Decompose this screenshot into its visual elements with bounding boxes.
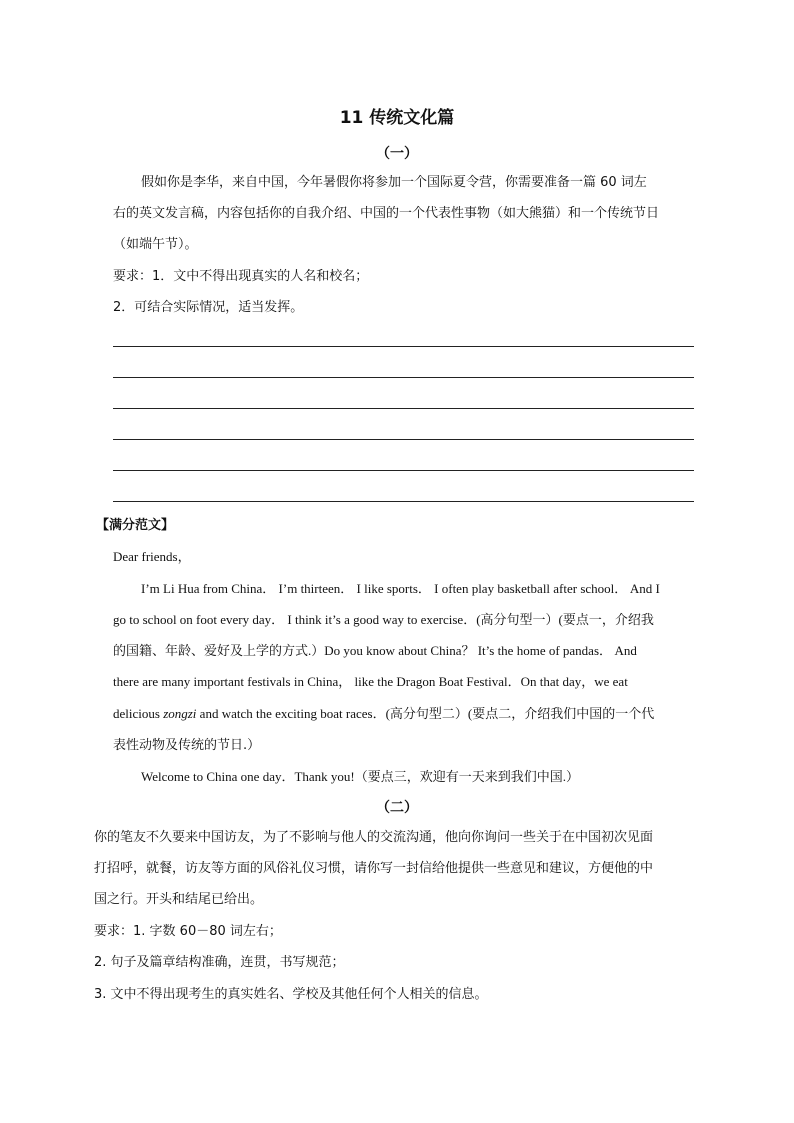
page-title: 11 传统文化篇 xyxy=(339,108,455,128)
sample-label: 【满分范文】 xyxy=(96,518,175,533)
answer-line xyxy=(113,408,694,409)
part1-prompt-line-3: （如端午节）。 xyxy=(113,237,198,252)
sample-line-6: 表性动物及传统的节日.） xyxy=(113,738,261,753)
sample-line-5-pre: delicious xyxy=(113,706,164,721)
part2-prompt-line-2: 打招呼，就餐，访友等方面的风俗礼仪习惯，请你写一封信给他提供一些意见和建议，方便他的中 xyxy=(94,861,654,876)
sample-line-4: there are many important festivals in China， like the Dragon Boat Festival．On that day，we eat xyxy=(113,674,628,689)
sample-greeting: Dear friends， xyxy=(113,549,191,564)
part1-requirement-2: 2．可结合实际情况，适当发挥。 xyxy=(113,300,304,315)
sample-line-1: I’m Li Hua from China． I’m thirteen． I like sports． I often play basketball after school． And I xyxy=(141,581,660,596)
part2-heading: （二） xyxy=(376,800,418,816)
answer-line xyxy=(113,439,694,440)
sample-line-5-post: and watch the exciting boat races．(高分句型二）(要点二，介绍我们中国的一个代 xyxy=(196,706,655,721)
part2-prompt-line-1: 你的笔友不久要来中国访友，为了不影响与他人的交流沟通，他向你询问一些关于在中国初次见面 xyxy=(94,830,654,845)
sample-line-5 xyxy=(113,704,654,724)
answer-line xyxy=(113,346,694,347)
sample-line-3: 的国籍、年龄、爱好及上学的方式.）Do you know about China？ It’s the home of pandas． And xyxy=(113,643,637,658)
part2-prompt-line-3: 国之行。开头和结尾已给出。 xyxy=(94,892,264,907)
answer-line xyxy=(113,377,694,378)
part2-requirement-3: 3. 文中不得出现考生的真实姓名、学校及其他任何个人相关的信息。 xyxy=(94,987,488,1002)
part2-requirement-1: 要求：1. 字数 60－80 词左右； xyxy=(94,924,282,939)
part2-requirement-2: 2. 句子及篇章结构准确，连贯，书写规范； xyxy=(94,955,345,970)
answer-line xyxy=(113,501,694,502)
part1-heading: （一） xyxy=(376,146,418,162)
zongzi-term: zongzi xyxy=(163,706,197,721)
part1-prompt-line-1: 假如你是李华，来自中国，今年暑假你将参加一个国际夏令营，你需要准备一篇 60 词左 xyxy=(141,175,647,190)
answer-line xyxy=(113,470,694,471)
sample-line-2: go to school on foot every day． I think it’s a good way to exercise．(高分句型一）(要点一，介绍我 xyxy=(113,612,654,627)
part1-requirement-1: 要求：1．文中不得出现真实的人名和校名； xyxy=(113,269,369,284)
sample-line-7: Welcome to China one day．Thank you!（要点三，欢迎有一天来到我们中国.） xyxy=(141,769,580,784)
part1-prompt-line-2: 右的英文发言稿，内容包括你的自我介绍、中国的一个代表性事物（如大熊猫）和一个传统节日 xyxy=(113,206,660,221)
